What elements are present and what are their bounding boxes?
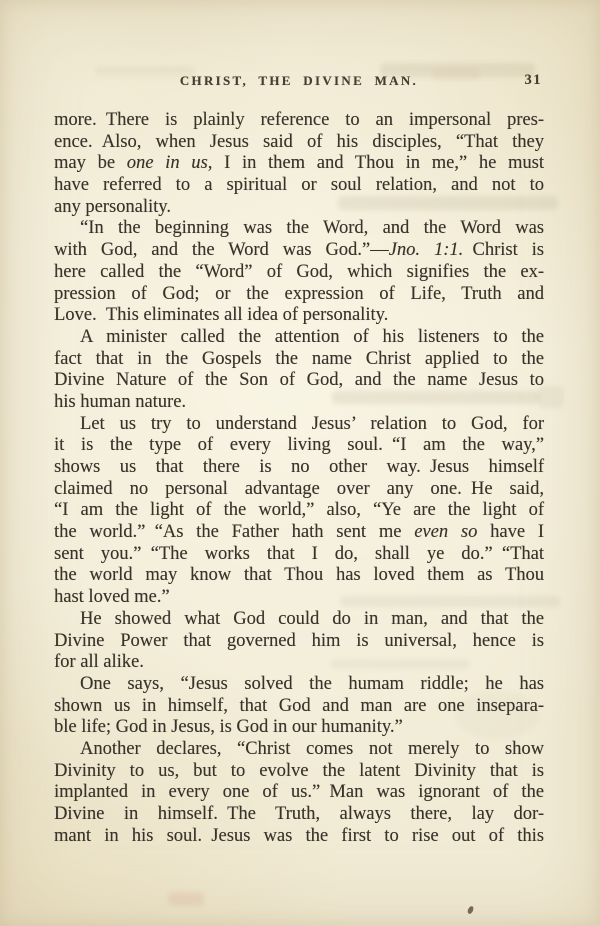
text-segment: ence. Also, when Jesus said of his disciples, “That they xyxy=(54,131,544,152)
text-line xyxy=(54,544,544,566)
text-line xyxy=(54,175,544,197)
text-segment: One says, “Jesus solved the humam riddle; he has xyxy=(80,673,544,694)
text-line xyxy=(54,197,544,219)
paragraph xyxy=(54,739,544,847)
text-segment: with God, and the Word was God.”— xyxy=(54,240,389,261)
text-line xyxy=(54,349,544,371)
text-segment: A minister called the attention of his listeners to the xyxy=(80,326,544,347)
text-segment: Let us try to understand Jesus’ relation to God, for xyxy=(80,413,544,434)
text-line xyxy=(54,826,544,848)
text-line xyxy=(54,761,544,783)
text-line xyxy=(54,370,544,392)
text-segment: Divinity to us, but to evolve the latent Divinity that is xyxy=(54,760,544,781)
text-line xyxy=(54,631,544,653)
text-line xyxy=(54,739,544,761)
text-segment: his human nature. xyxy=(54,391,187,412)
text-segment: implanted in every one of us.” Man was ignorant of the xyxy=(54,782,544,803)
text-segment: the world may know that Thou has loved them as Thou xyxy=(54,565,544,586)
text-line xyxy=(54,565,544,587)
italic-phrase: Jno. 1:1. xyxy=(388,240,464,261)
text-line xyxy=(54,652,544,674)
text-line xyxy=(54,587,544,609)
italic-phrase: one in us xyxy=(126,153,208,174)
text-line xyxy=(54,674,544,696)
text-line xyxy=(54,262,544,284)
running-header xyxy=(54,72,544,89)
text-line xyxy=(54,804,544,826)
text-line xyxy=(54,305,544,327)
text-line xyxy=(54,522,544,544)
paragraph xyxy=(54,609,544,674)
text-line xyxy=(54,717,544,739)
text-line xyxy=(54,696,544,718)
text-line xyxy=(54,110,544,132)
text-segment: may be xyxy=(54,153,127,174)
page-number: 31 xyxy=(524,72,542,88)
text-segment: shows us that there is no other way. Jesus himself xyxy=(54,457,544,477)
ghost-smudge xyxy=(168,892,204,906)
paragraph xyxy=(54,218,544,326)
text-segment: fact that in the Gospels the name Christ applied to the xyxy=(54,348,544,369)
text-segment: Divine Nature of the Son of God, and the name Jesus to xyxy=(54,370,544,391)
text-line xyxy=(54,609,544,631)
text-segment: pression of God; or the expression of Life, Truth and xyxy=(54,283,544,304)
text-line xyxy=(54,457,544,479)
text-line xyxy=(54,500,544,522)
text-segment: Divine in himself. The Truth, always there, lay dor- xyxy=(54,804,544,824)
text-segment: it is the type of every living soul. “I am the way,” xyxy=(54,435,544,456)
text-line xyxy=(54,153,544,175)
paragraph xyxy=(54,110,544,218)
text-line xyxy=(54,479,544,501)
text-segment: any personality. xyxy=(54,196,171,217)
text-line xyxy=(54,392,544,414)
paragraph xyxy=(54,327,544,414)
text-line xyxy=(54,218,544,240)
text-segment: hast loved me.” xyxy=(54,587,170,608)
text-segment: shown us in himself, that God and man are one insepara- xyxy=(54,695,544,716)
text-line xyxy=(54,284,544,306)
text-line xyxy=(54,782,544,804)
text-line xyxy=(54,435,544,457)
text-segment: Divine Power that governed him is universal, hence is xyxy=(54,630,544,651)
italic-phrase: even so xyxy=(414,522,478,543)
text-segment: for all alike. xyxy=(54,652,144,673)
paragraph xyxy=(54,414,544,609)
text-segment: Love. This eliminates all idea of personality. xyxy=(54,305,389,326)
text-segment: have I xyxy=(477,522,544,543)
text-segment: the world.” “As the Father hath sent me xyxy=(54,522,415,543)
text-segment: He showed what God could do in man, and that the xyxy=(80,608,544,629)
paragraph xyxy=(54,674,544,739)
page-body xyxy=(54,110,544,847)
text-line xyxy=(54,327,544,349)
text-segment: mant in his soul. Jesus was the first to rise out of this xyxy=(54,825,544,846)
text-line xyxy=(54,240,544,262)
page-title: CHRIST, THE DIVINE MAN. xyxy=(179,73,419,88)
text-segment: “I am the light of the world,” also, “Ye are the light of xyxy=(54,500,544,521)
text-segment: “In the beginning was the Word, and the Word was xyxy=(80,218,544,239)
text-segment: ble life; God in Jesus, is God in our humanity.” xyxy=(54,717,403,738)
text-segment: Christ is xyxy=(463,240,545,261)
text-segment: , I in them and Thou in me,” he must xyxy=(207,153,544,174)
text-segment: Another declares, “Christ comes not merely to show xyxy=(80,738,544,759)
text-segment: claimed no personal advantage over any one. He said, xyxy=(54,478,544,499)
text-segment: have referred to a spiritual or soul relation, and not to xyxy=(54,175,544,196)
ink-speck xyxy=(467,905,474,914)
text-segment: sent you.” “The works that I do, shall ye do.” “That xyxy=(54,543,544,564)
text-segment: more. There is plainly reference to an impersonal pres- xyxy=(54,110,544,130)
text-segment: here called the “Word” of God, which signifies the ex- xyxy=(54,261,544,282)
text-line xyxy=(54,414,544,436)
text-line xyxy=(54,132,544,154)
